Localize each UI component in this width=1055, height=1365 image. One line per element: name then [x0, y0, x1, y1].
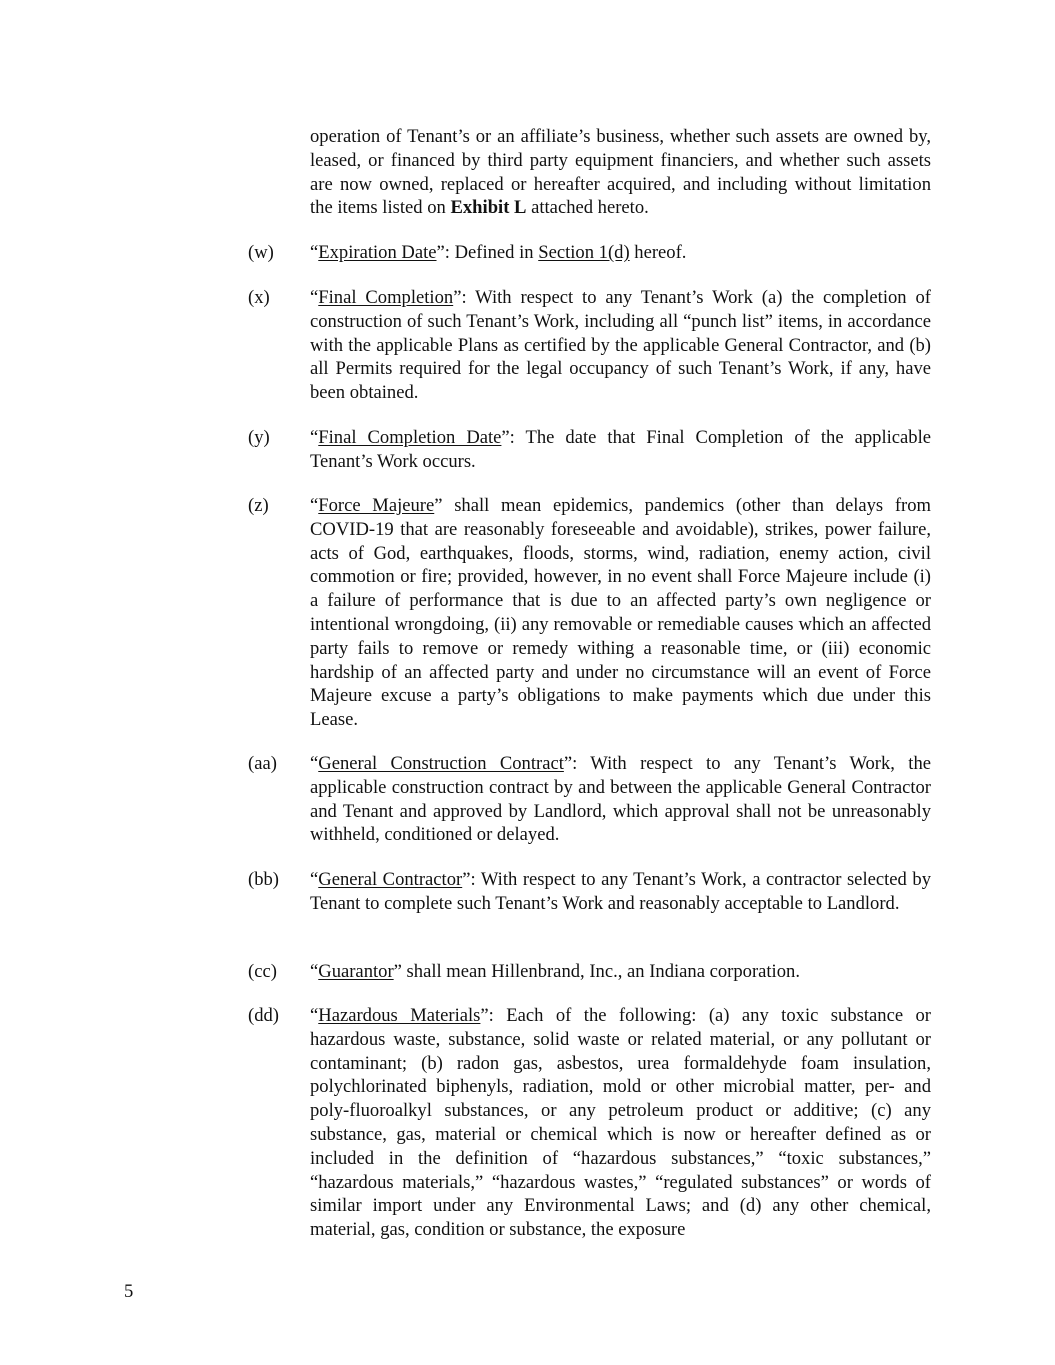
- definition-body: ”: With respect to any Tenant’s Work, a contractor selected by Tenant to complete such Tenant’s Work and reasonably acceptable to Landlord.: [310, 869, 931, 914]
- definition-text: “General Contractor”: With respect to any Tenant’s Work, a contractor selected by Tenant to complete such Tenant’s Work and reasonably acceptable to Landlord.: [310, 869, 931, 914]
- definition-text: “Hazardous Materials”: Each of the following: (a) any toxic substance or hazardous waste, substance, solid waste or related material, or any pollutant or contaminant; (b) radon gas, asbestos, urea formaldehyde foam insulation, polychlorinated biphenyls, radiation, mold or other microbial matter, per- and poly-fluoroalkyl substances, or any petroleum product or additive; (c) any substance, gas, material or chemical which is now or hereafter defined as or included in the definition of “hazardous substances,” “toxic substances,” “hazardous materials,” “hazardous wastes,” “regulated substances” or words of similar import under any Environmental Laws; and (d) any other chemical, material, gas, condition or substance, the exposure: [310, 1005, 931, 1241]
- definition-text: “Force Majeure” shall mean epidemics, pandemics (other than delays from COVID-19 that are reasonably foreseeable and avoidable), strikes, power failure, acts of God, earthquakes, floods, storms, wind, radiation, enemy action, civil commotion or fire; provided, however, in no event shall Force Majeure include (i) a failure of performance that is due to an affected party’s own negligence or intentional wrongdoing, (ii) any removable or remediable causes which an affected party fails to remove or remedy withing a reasonable time, or (iii) economic hardship of an affected party and under no circumstance will an event of Force Majeure excuse a party’s obligations to make payments which due under this Lease.: [310, 495, 932, 731]
- defined-term: Hazardous Materials: [318, 1005, 481, 1026]
- definition-text: “Expiration Date”: Defined in Section 1(d) hereof.: [310, 242, 687, 263]
- defined-term: Final Completion Date: [318, 427, 502, 448]
- definition-label: (x): [248, 287, 270, 308]
- continued-text: operation of Tenant’s or an affiliate’s business, whether such assets are owned by, leased, or financed by third party equipment financiers, and whether such assets are now owned, replaced or hereafter acquired, and including without limitation the items listed on: [310, 126, 931, 219]
- definition-label: (bb): [248, 869, 279, 890]
- defined-term: Force Majeure: [318, 495, 435, 516]
- defined-term: General Contractor: [318, 869, 463, 890]
- definition-label: (aa): [248, 753, 277, 774]
- definition-connector: ”: Defined in: [436, 242, 539, 263]
- definition-body: ”: With respect to any Tenant’s Work (a) the completion of construction of such Tenant’s Work, including all “punch list” items, in accordance with the applicable Plans as certified by the applicable General Contractor, and (b) all Permits required for the legal occupancy of such Tenant’s Work, if any, have been obtained.: [310, 287, 931, 404]
- definition-text: “Final Completion Date”: The date that Final Completion of the applicable Tenant’s Work occurs.: [310, 427, 931, 472]
- defined-term: Expiration Date: [318, 242, 437, 263]
- definition-body: ” shall mean epidemics, pandemics (other than delays from COVID-19 that are reasonably foreseeable and avoidable), strikes, power failure, acts of God, earthquakes, floods, storms, wind, radiation, enemy action, civil commotion or fire; provided, however, in no event shall Force Majeure include (i) a failure of performance that is due to an affected party’s own negligence or intentional wrongdoing, (ii) any removable or remediable causes which an affected party fails to remove or remedy withing a reasonable time, or (iii) economic hardship of an affected party and under no circumstance will an event of Force Majeure excuse a party’s obligations to make payments which due under this Lease.: [310, 495, 932, 731]
- definition-body: ”: With respect to any Tenant’s Work, the applicable construction contract by and between the applicable General Contractor and Tenant and approved by Landlord, which approval shall not be unreasonably withheld, conditioned or delayed.: [310, 753, 931, 846]
- defined-term: General Construction Contract: [318, 753, 564, 774]
- defined-term: Guarantor: [318, 961, 394, 982]
- continued-text-end: attached hereto.: [526, 197, 649, 219]
- definition-body: ”: Each of the following: (a) any toxic substance or hazardous waste, substance, solid waste or related material, or any pollutant or contaminant; (b) radon gas, asbestos, urea formaldehyde foam insulation, polychlorinated biphenyls, radiation, mold or other microbial matter, per- and poly-fluoroalkyl substances, or any petroleum product or additive; (c) any substance, gas, material or chemical which is now or hereafter defined as or included in the definition of “hazardous substances,” “toxic substances,” “hazardous materials,” “hazardous wastes,” “regulated substances” or words of similar import under any Environmental Laws; and (d) any other chemical, material, gas, condition or substance, the exposure: [310, 1005, 931, 1241]
- exhibit-reference: Exhibit L: [450, 197, 527, 219]
- page-number: 5: [124, 1281, 134, 1302]
- definition-text: “Final Completion”: With respect to any Tenant’s Work (a) the completion of construction of such Tenant’s Work, including all “punch list” items, in accordance with the applicable Plans as certified by the applicable General Contractor, and (b) all Permits required for the legal occupancy of such Tenant’s Work, if any, have been obtained.: [310, 287, 931, 404]
- continued-paragraph: [310, 125, 931, 220]
- definition-label: (dd): [248, 1005, 279, 1026]
- definition-label: (cc): [248, 961, 277, 982]
- defined-term: Final Completion: [318, 287, 454, 308]
- definition-label: (w): [248, 242, 274, 263]
- definition-label: (y): [248, 427, 270, 448]
- definition-body: hereof.: [629, 242, 687, 263]
- definition-text: “General Construction Contract”: With respect to any Tenant’s Work, the applicable construction contract by and between the applicable General Contractor and Tenant and approved by Landlord, which approval shall not be unreasonably withheld, conditioned or delayed.: [310, 753, 931, 846]
- definition-body: ” shall mean Hillenbrand, Inc., an Indiana corporation.: [393, 961, 800, 982]
- definition-text: “Guarantor” shall mean Hillenbrand, Inc., an Indiana corporation.: [310, 961, 800, 982]
- section-reference: Section 1(d): [538, 242, 630, 263]
- definition-body: ”: The date that Final Completion of the applicable Tenant’s Work occurs.: [310, 427, 931, 472]
- definition-label: (z): [248, 495, 269, 516]
